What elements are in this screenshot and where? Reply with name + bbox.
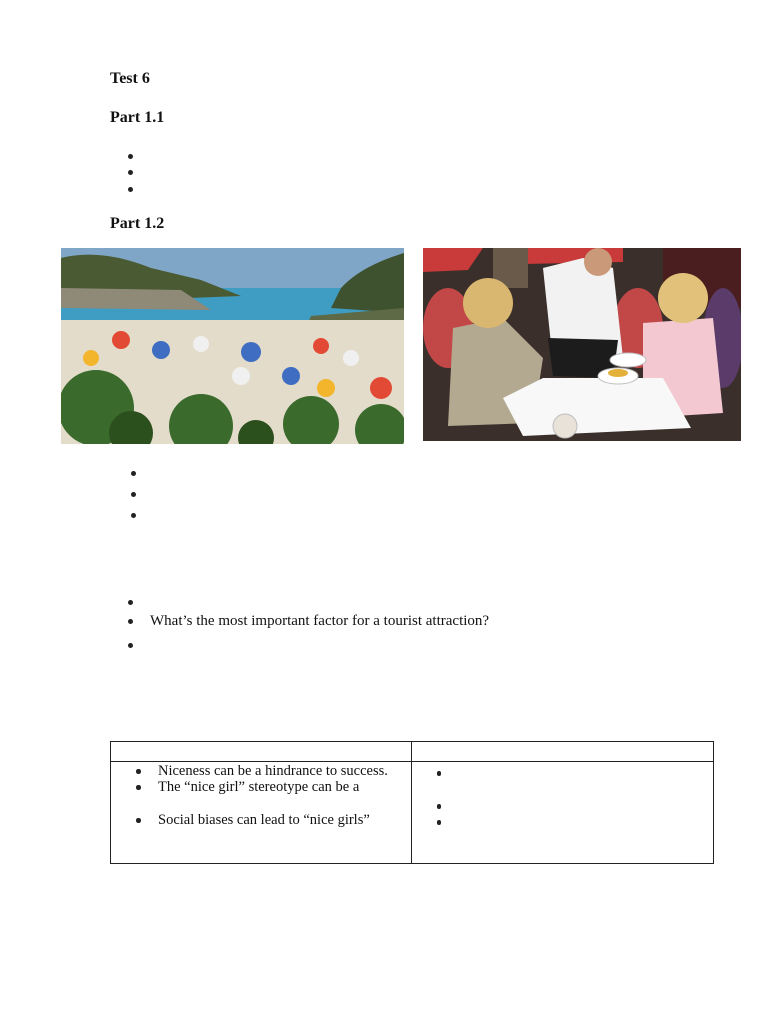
table-header-left — [111, 742, 412, 762]
table-cell-left: Niceness can be a hindrance to success. The “nice girl” stereotype can be a Social biases can lead to “nice girls” — [111, 762, 412, 864]
list-item — [131, 486, 136, 502]
part-1-1-heading: Part 1.1 — [110, 109, 165, 126]
test-title: Test 6 — [110, 70, 150, 87]
part-1-2-heading: Part 1.2 — [110, 215, 165, 232]
restaurant-photo — [423, 248, 741, 441]
question-text: What’s the most important factor for a tourist attraction? — [150, 613, 490, 629]
list-item — [128, 637, 133, 653]
list-item — [131, 507, 136, 523]
beach-photo — [61, 248, 404, 444]
discussion-table — [110, 741, 714, 864]
list-item — [128, 594, 133, 610]
table-header-right — [411, 742, 714, 762]
list-item — [131, 465, 136, 481]
list-item — [128, 613, 490, 629]
list-item — [128, 181, 133, 197]
table-cell-right — [411, 762, 714, 864]
list-item — [128, 148, 133, 164]
list-item — [128, 164, 133, 180]
